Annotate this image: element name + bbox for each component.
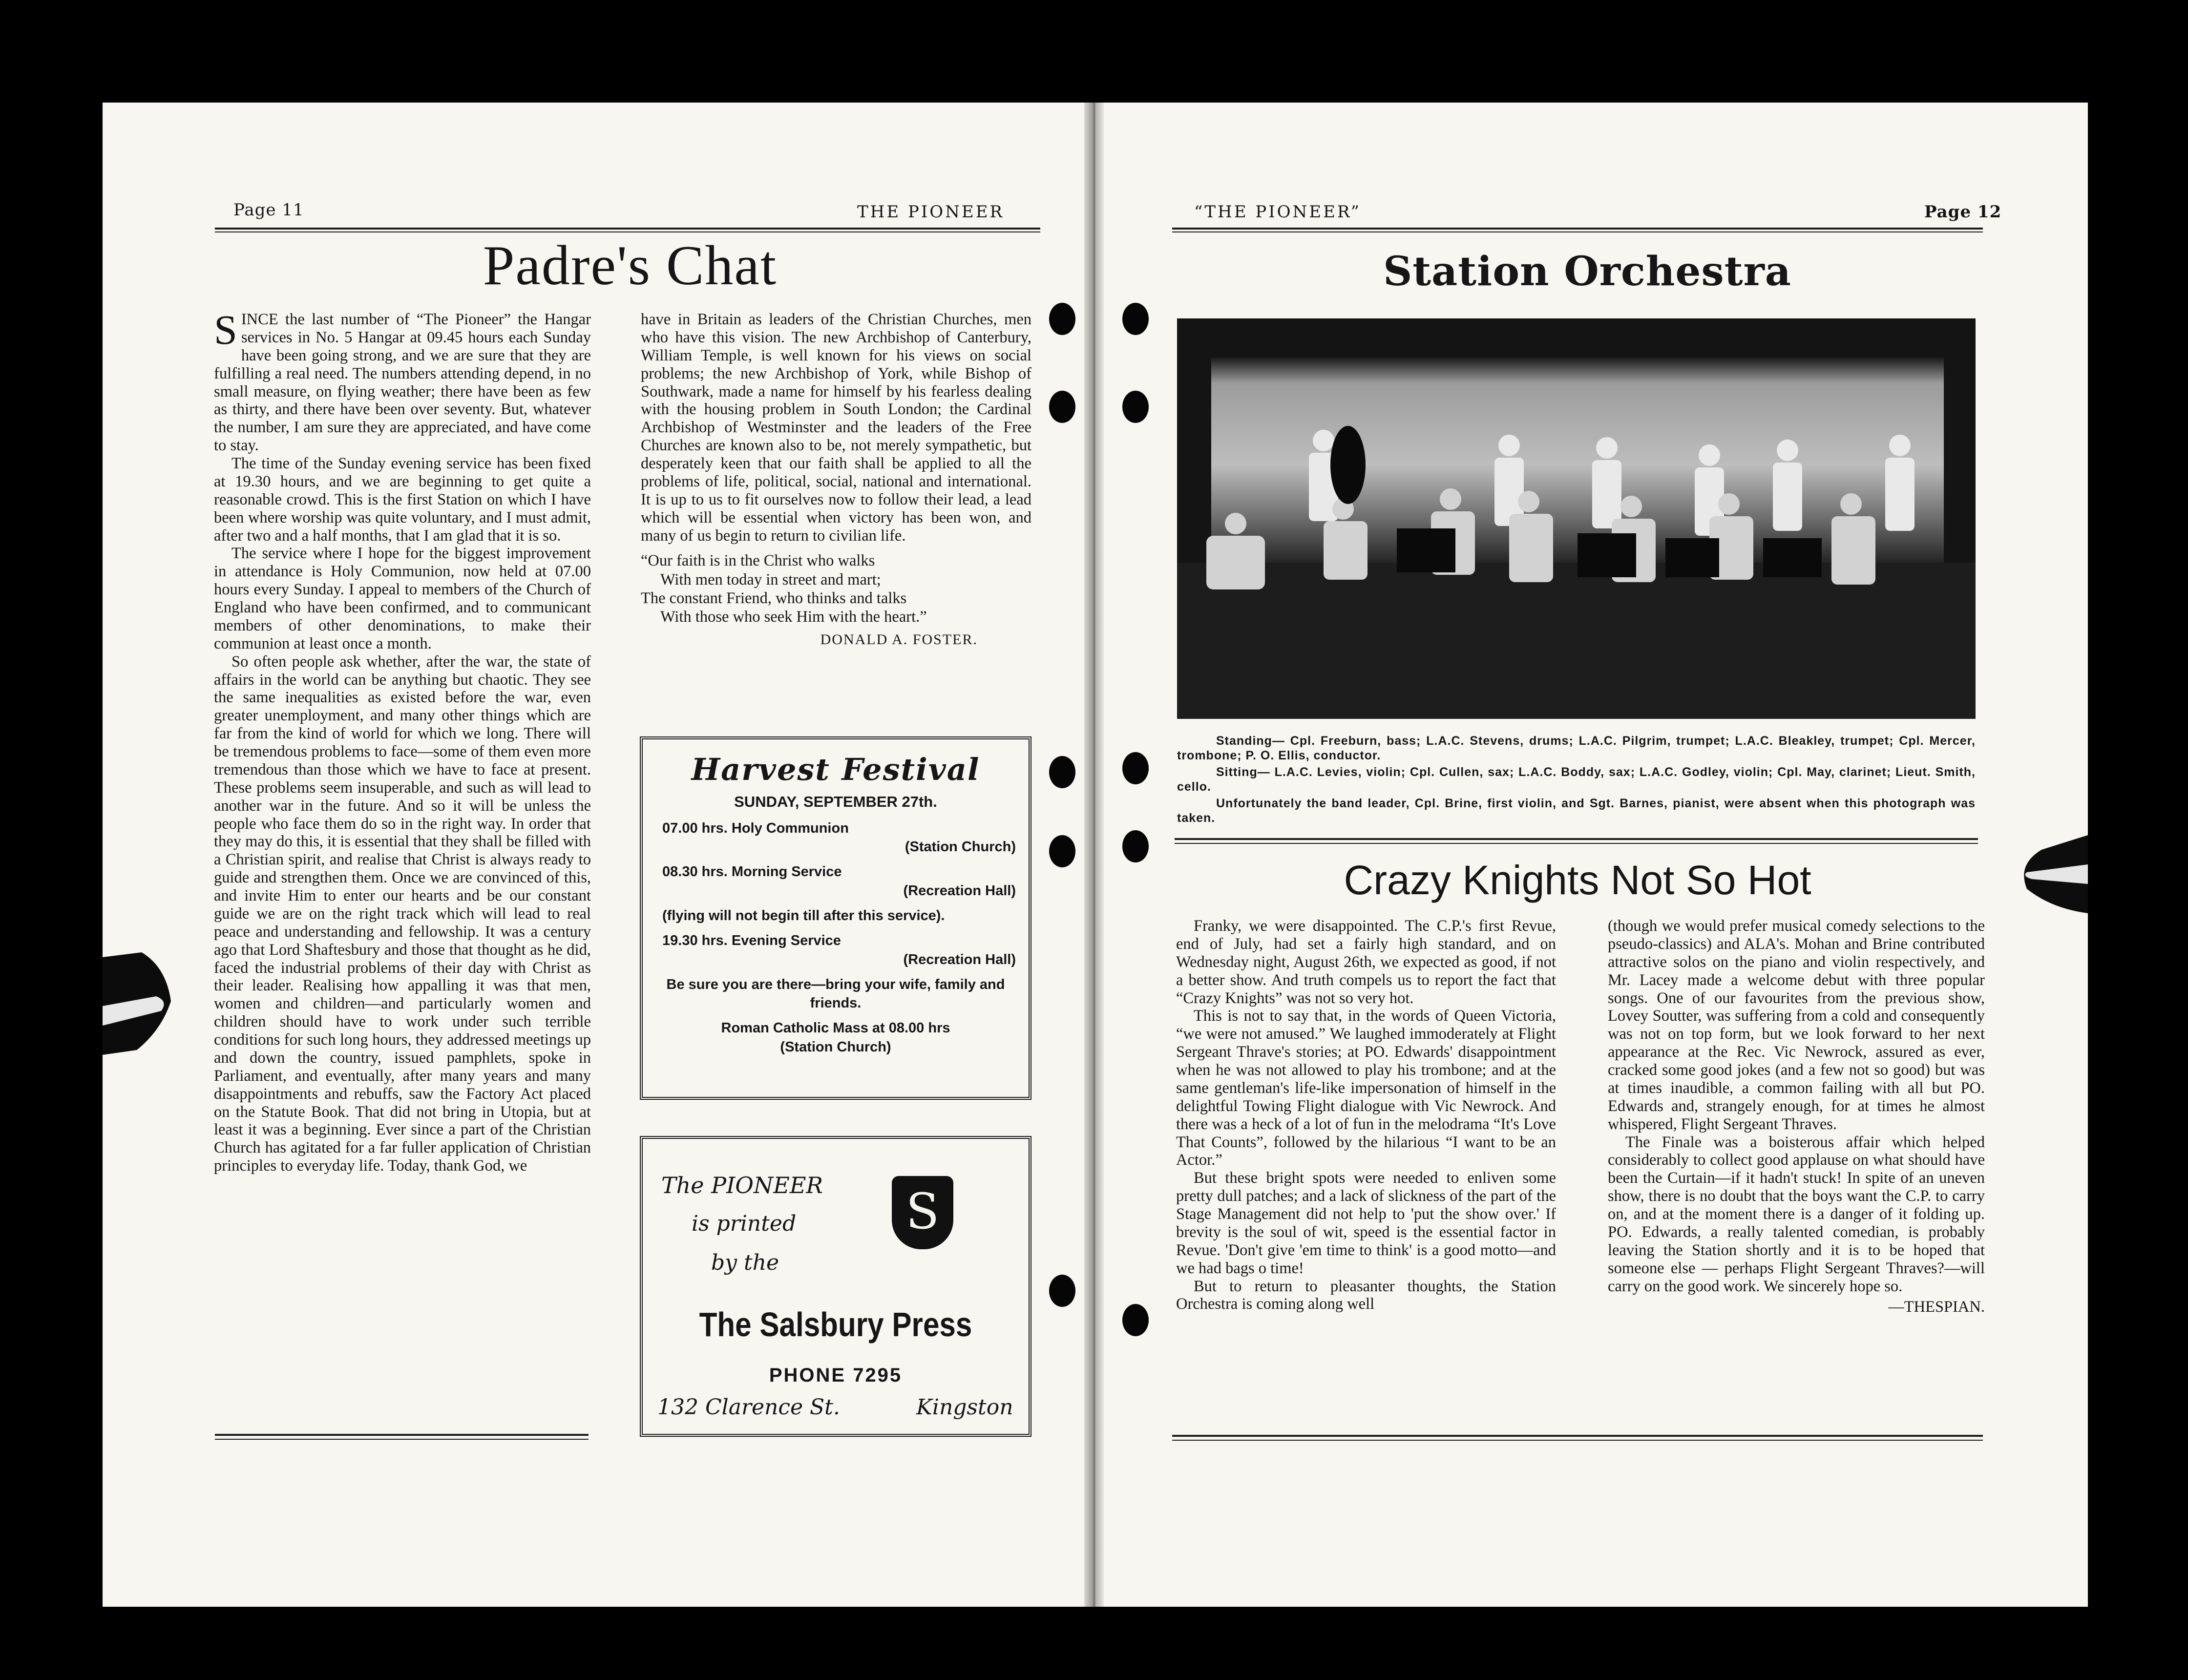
service-place: (Station Church) [905,839,1016,855]
orchestra-photo [1177,318,1976,719]
service-place: (Recreation Hall) [903,883,1016,899]
festival-title: Harvest Festival [691,752,980,787]
article-title-padres-chat: Padre's Chat [483,234,778,297]
mass-notice: Roman Catholic Mass at 08.00 hrs [721,1020,950,1036]
header-rule-right [1172,228,1983,230]
paragraph: The service where I hope for the biggest improvement in attendance is Holy Communion, now held at 07.00 hours every Sunday. I appeal to members of the Church of England who have been confirmed, and to communicant members of other denominations, to make their communion at least once a month. [214,545,591,652]
ad-line: is printed [692,1211,797,1236]
address: 132 Clarence St. [657,1395,840,1420]
page-number-right: Page 12 [1924,202,2002,222]
paragraph: Franky, we were disappointed. The C.P.'s first Revue, end of July, had set a fairly high standard, and on Wednesday night, August 26th, we expected as good, if not a better show. And truth compels us to report the fact that “Crazy Knights” was not so very hot. [1176,917,1556,1007]
poem-line: The constant Friend, who thinks and talks [641,589,907,608]
caption-note: Unfortunately the band leader, Cpl. Brine, first violin, and Sgt. Barnes, pianist, were absent when this photograph was taken. [1177,797,1976,825]
phone-number: PHONE 7295 [769,1365,903,1386]
review-signature: —THESPIAN. [1888,1298,1985,1316]
ad-line: by the [711,1250,779,1275]
paragraph: But these bright spots were needed to enliven some pretty dull patches; and a lack of slickness of the part of the Stage Management did not help to 'put the show over.' If brevity is the soul of wit, speed is the essential factor in Revue. 'Don't give 'em time to think' is a good motto—and we had bags o time! [1176,1169,1556,1277]
orchestra-photo-image [1177,318,1976,719]
padres-chat-column-1 [214,306,591,1175]
logo-letter: S [905,1183,940,1240]
binder-hole [1122,830,1149,862]
header-rule-left-thin [215,231,1040,232]
scanner-clip-left [103,947,186,1060]
service-place: (Recreation Hall) [903,951,1016,967]
binder-hole [1122,303,1149,335]
festival-date: SUNDAY, SEPTEMBER 27th. [734,793,937,811]
festival-reminder: Be sure you are there—bring your wife, family and friends. [666,976,1005,1011]
binder-hole [1049,303,1075,335]
binder-hole [1049,756,1075,788]
paragraph: The time of the Sunday evening service has been fixed at 19.30 hours, and we are beginning to get quite a reasonable crowd. This is the first Station on which I have been where worship was quite voluntary, and I must admit, after two and a half months, that I am glad that it is so. [214,455,591,545]
section-divider [1175,838,1978,840]
binder-hole [1122,1304,1149,1336]
binder-hole [1122,391,1149,423]
service-time: 19.30 hrs. Evening Service [662,932,841,948]
drop-cap: S [214,306,237,353]
running-title-right: “THE PIONEER” [1194,202,1362,222]
poem-quote [641,551,1031,626]
section-title-station-orchestra: Station Orchestra [1383,248,1791,295]
paragraph: INCE the last number of “The Pioneer” the Hangar services in No. 5 Hangar at 09.45 hours each Sunday have been going strong, and we are sure that they are fulfilling a real need. The numbers attending depend, in no small measure, on flying weather; there have been as few as thirty, and there have been over seventy. But, whatever the number, I am sure they are appreciated, and have come to stay. [214,311,591,455]
photo-caption [1177,734,1976,827]
padres-chat-column-2 [641,311,1031,648]
paragraph: So often people ask whether, after the war, the state of affairs in the world can be anything but chaotic. They see the same inequalities as existed before the war, even greater unemployment, and many other things which are far from the kind of world for which we long. There will be tremendous problems to face—some of them even more tremendous than those which we have to face at present. These problems seem insuperable, and such as will lead to another war in the future. And so it will be unless the people who face them do so in the right way. In order that they may do this, it is essential that they shall be filled with a Christian spirit, and realise that Christ is always ready to guide and strengthen them. Once we are convinced of this, and invite Him to enter our hearts and be our constant guide we are on the right track which will lead to real peace and understanding and fellowship. It was a century ago that Lord Shaftesbury and those that thought as he did, faced the industrial problems of their day with Christ as their leader. Realising how appalling it was that men, women and children—and particularly women and children should have to work under such terrible conditions for such long hours, they addressed meetings up and down the country, issued pamphlets, spoke in Parliament, and eventually, after many years and many disappointments and rebuffs, saw the Factory Act placed on the Statute Book. That did not bring in Utopia, but at least it was a beginning. Ever since a part of the Christian Church has agitated for a far fuller application of Christian principles to everyday life. Today, thank God, we [214,652,591,1175]
header-rule-right-thin [1172,231,1983,232]
paragraph: The Finale was a boisterous affair which helped considerably to collect good applause on what should have been the Curtain—if it hadn't stuck! In spite of an uneven show, there is no doubt that the boys want the C.P. to carry on, and at the moment there is a danger of it folding up. PO. Edwards, a really talented comedian, is probably leaving the Station shortly and it is to be hoped that someone else — perhaps Flight Sergeant Thraves?—will carry on the good work. We sincerely hope so. [1608,1133,1985,1295]
paragraph: But to return to pleasanter thoughts, the Station Orchestra is coming along well [1176,1277,1556,1313]
article-title-crazy-knights: Crazy Knights Not So Hot [1344,857,1811,903]
service-time: 08.30 hrs. Morning Service [662,864,842,880]
paragraph: This is not to say that, in the words of Queen Victoria, “we were not amused.” We laughed immoderately at Flight Sergeant Thrave's stories; at PO. Edwards' disappointment when he was not allowed to play his trombone; and at the same gentleman's life-like impersonation of himself in the delightful Towing Flight dialogue with Vic Newrock. And there was a heck of a lot of fun in the melodrama “It's Love That Counts”, followed by the hilarious “I want to be an Actor.” [1176,1007,1556,1169]
author-signature: DONALD A. FOSTER. [820,631,978,648]
mass-place: (Station Church) [780,1039,891,1055]
ad-line: The PIONEER [661,1172,823,1198]
caption-sitting: Sitting— L.A.C. Levies, violin; Cpl. Cullen, sax; L.A.C. Boddy, sax; L.A.C. Godley, violin; Cpl. May, clarinet; Lieut. Smith, cello. [1177,765,1976,794]
footer-rule-right [1172,1435,1983,1437]
harvest-festival-notice [640,736,1031,1100]
review-column-2 [1608,917,1985,1316]
footer-rule-left-thin [215,1439,589,1440]
review-column-1 [1176,917,1556,1313]
printer-advertisement [640,1136,1031,1437]
page-gutter [1084,103,1104,1607]
poem-line: “Our faith is in the Christ who walks [641,552,875,570]
paragraph: (though we would prefer musical comedy selections to the pseudo-classics) and ALA's. Mohan and Brine contributed attractive solos on the piano and violin respectively, and Mr. Lacey made a welcome debut with three popular songs. One of our favourites from the previous show, Lovey Soutter, was suffering from a cold and consequently was not on top form, but we look forward to her next appearance at the Rec. Vic Newrock, assured as ever, cracked some good jokes (and a few not so good) but was at times inaudible, a common failing with all but PO. Edwards and, strangely enough, for at times he almost whispered, Flight Sergeant Thraves. [1608,917,1985,1133]
salsbury-logo-icon [892,1176,953,1249]
section-divider-thin [1175,843,1978,844]
press-name: The Salsbury Press [699,1305,972,1344]
page-number-left: Page 11 [233,200,304,220]
binder-hole [1122,752,1149,784]
poem-line: With men today in street and mart; [660,570,881,588]
caption-standing: Standing— Cpl. Freeburn, bass; L.A.C. Stevens, drums; L.A.C. Pilgrim, trumpet; L.A.C. Bleakley, trumpet; Cpl. Mercer, trombone; P. O. Ellis, conductor. [1177,734,1976,762]
town: Kingston [916,1395,1013,1420]
scanner-clip-right [2007,830,2088,918]
paragraph: have in Britain as leaders of the Christian Churches, men who have this vision. The new Archbishop of Canterbury, William Temple, is well known for his views on social problems; the new Archbishop of York, while Bishop of Southwark, made a name for himself by his fearless dealing with the housing problem in South London; the Cardinal Archbishop of Westminster and the leaders of the Free Churches are known also to be, not merely sympathetic, but desperately keen that our faith shall be applied to all the problems of life, political, social, national and international. It is up to us to fit ourselves now to follow their lead, a lead which will be essential when victory has been won, and many of us begin to return to civilian life. [641,311,1031,545]
binder-hole [1049,1275,1075,1307]
binder-hole [1049,835,1075,867]
service-time: 07.00 hrs. Holy Communion [662,820,849,836]
header-rule-left [215,228,1040,230]
poem-line: With those who seek Him with the heart.” [660,608,927,626]
footer-rule-right-thin [1172,1440,1983,1441]
binder-hole [1049,391,1075,423]
footer-rule-left [215,1434,589,1436]
service-note: (flying will not begin till after this service). [662,908,945,924]
running-title-left: THE PIONEER [857,202,1005,222]
